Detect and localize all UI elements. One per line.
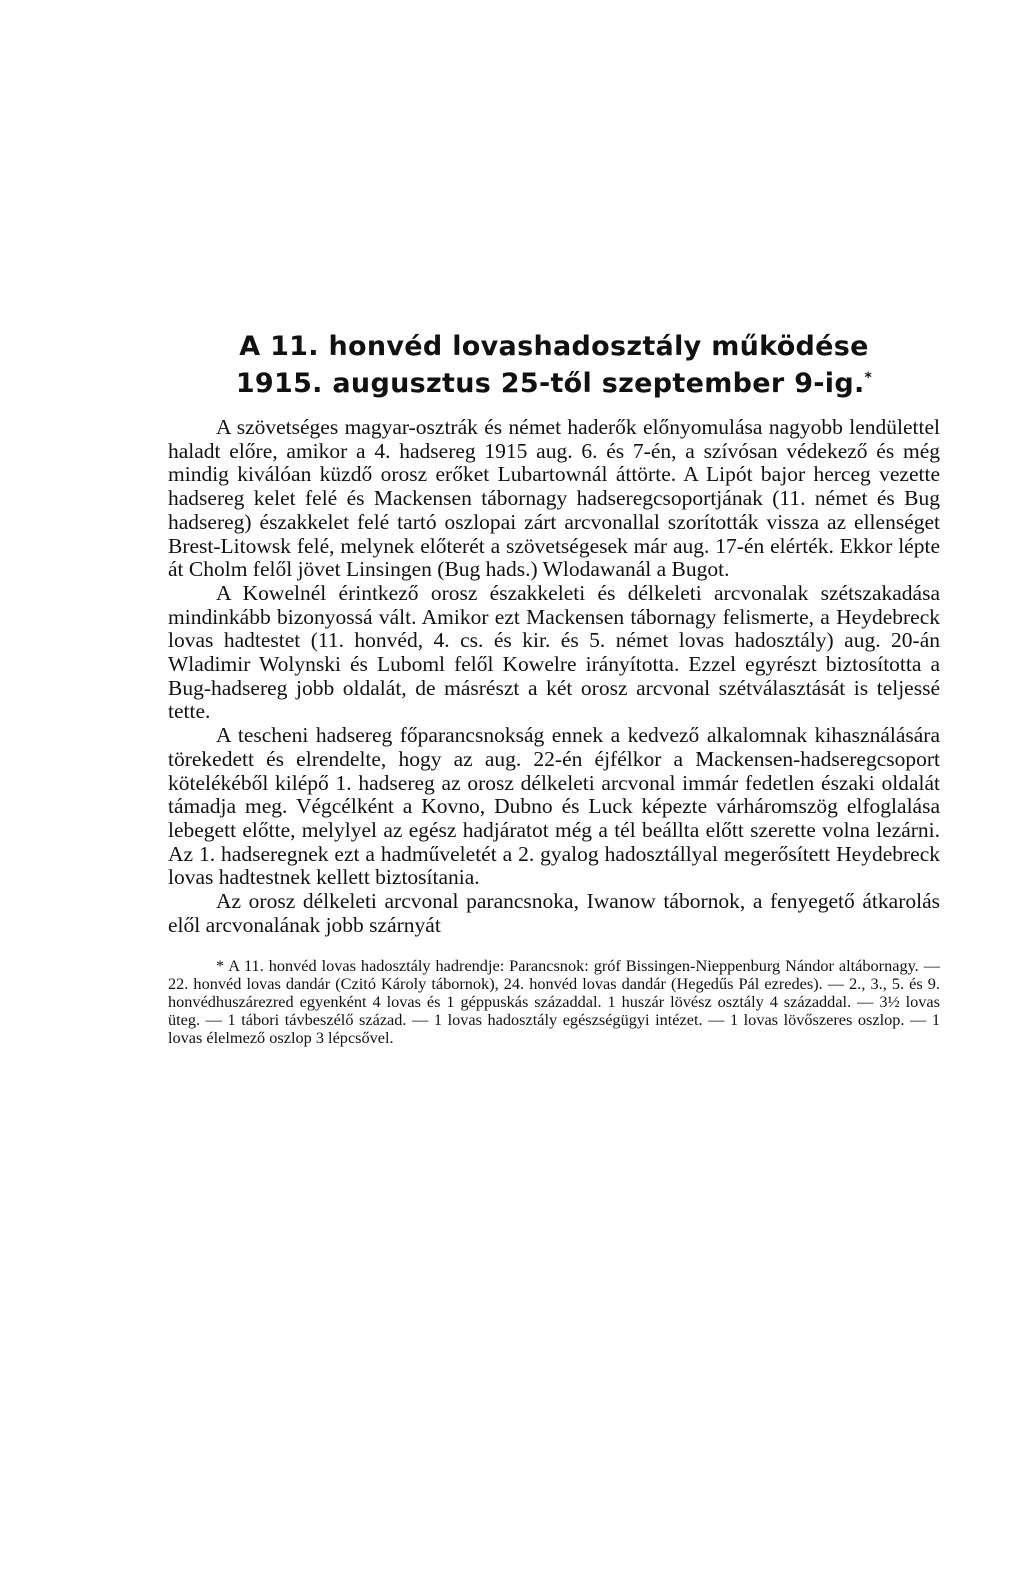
body-text <box>168 416 940 937</box>
footnote-text: * A 11. honvéd lovas hadosztály hadrendje: Parancsnok: gróf Bissingen-Nieppenburg Nándor altábornagy. — 22. honvéd lovas dandár (Czitó Károly tábornok), 24. honvéd lovas dandár (Hegedűs Pál ezredes). — 2., 3., 5. és 9. honvédhuszárezred egyenként 4 lovas és 1 géppuskás századdal. 1 huszár lövész osztály 4 századdal. — 3½ lovas üteg. — 1 tábori távbeszélő század. — 1 lovas hadosztály egészségügyi intézet. — 1 lovas lövőszeres oszlop. — 1 lovas élelmező oszlop 3 lépcsővel. <box>168 956 940 1047</box>
title-line-2: 1915. augusztus 25-től szeptember 9-ig. <box>235 368 865 399</box>
paragraph-3: A tescheni hadsereg főparancsnokság ennek a kedvező alkalomnak kihasználására törekedett és elrendelte, hogy az aug. 22-én éjfélkor a Mackensen-hadseregcsoport kötelékéből kilépő 1. hadsereg az orosz délkeleti arcvonal immár fedetlen északi oldalát támadja meg. Végcélként a Kovno, Dubno és Luck képezte várháromszög elfoglalása lebegett előtte, melylyel az egész hadjáratot még a tél beállta előtt szerette volna lezárni. Az 1. hadseregnek ezt a hadműveletét a 2. gyalog hadosztállyal megerősített Heydebreck lovas hadtestnek kellett biztosítania. <box>168 723 940 890</box>
footnote <box>168 957 940 1046</box>
paragraph-1: A szövetséges magyar-osztrák és német haderők előnyomulása nagyobb lendülettel haladt előre, amikor a 4. hadsereg 1915 aug. 6. és 7-én, a szívósan védekező és még mindig kiválóan küzdő orosz erőket Lubartownál áttörte. A Lipót bajor herceg vezette hadsereg kelet felé és Mackensen tábornagy hadseregcsoportjának (11. német és Bug hadsereg) északkelet felé tartó oszlopai zárt arcvonallal szorították vissza az ellenséget Brest-Litowsk felé, melynek előterét a szövetségesek már aug. 17-én elérték. Ekkor lépte át Cholm felől jövet Linsingen (Bug hads.) Wlodawanál a Bugot. <box>168 415 940 582</box>
paragraph-4: Az orosz délkeleti arcvonal parancsnoka, Iwanow tábornok, a fenyegető átkarolás elől arcvonalának jobb szárnyát <box>168 889 940 937</box>
paragraph-2: A Kowelnél érintkező orosz északkeleti és délkeleti arcvonalak szétszakadása mindinkább bizonyossá vált. Amikor ezt Mackensen tábornagy felismerte, a Heydebreck lovas hadtestet (11. honvéd, 4. cs. és kir. és 5. német lovas hadosztály) aug. 20-án Wladimir Wolynski és Luboml felől Kowelre irányította. Ezzel egyrészt biztosította a Bug-hadsereg jobb oldalát, de másrészt a két orosz arcvonal szétválasztását is teljessé tette. <box>168 580 940 724</box>
footnote-marker: * <box>864 370 873 386</box>
document-page <box>168 328 940 1046</box>
chapter-title <box>168 328 940 402</box>
title-line-1: A 11. honvéd lovashadosztály működése <box>239 331 869 362</box>
